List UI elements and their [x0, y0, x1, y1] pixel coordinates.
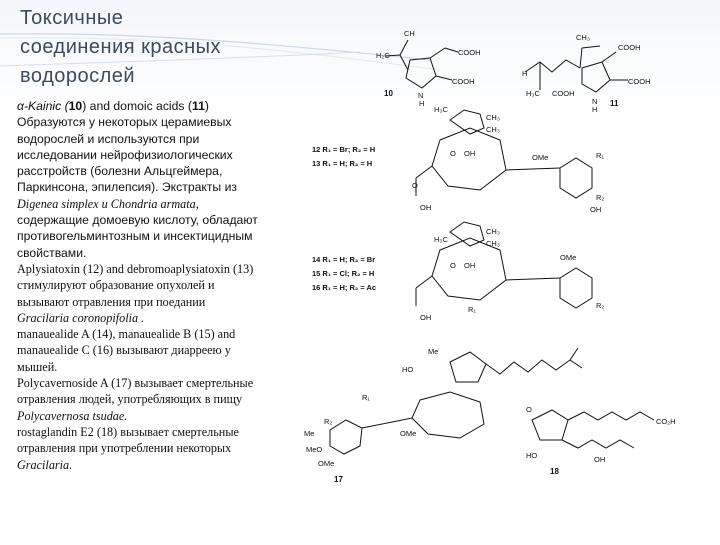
svg-text:N: N [592, 97, 598, 106]
label-17: 17 [334, 475, 343, 484]
svg-text:COOH: COOH [458, 48, 481, 57]
structure-11 [522, 33, 651, 114]
svg-text:OMe: OMe [532, 153, 549, 162]
label-10: 10 [384, 89, 393, 98]
svg-text:CH₃: CH₃ [486, 227, 500, 236]
para1-line: исследовании нейрофизиологических [17, 147, 233, 162]
species-gracilaria-coronopifolia: Gracilaria coronopifolia . [17, 310, 145, 325]
structure-12-13 [312, 105, 604, 214]
species-digenea: Digenea simplex и Chondria armata, [17, 196, 199, 211]
title-line-2: соединения красных [20, 36, 222, 58]
structure-10 [376, 29, 481, 108]
para1-line: водорослей и используются при [17, 131, 200, 146]
svg-text:OH: OH [590, 205, 602, 214]
structure-18 [526, 405, 676, 476]
legend-15: 15 R₁ = Cl; R₂ = H [312, 269, 375, 278]
structures-svg [300, 0, 720, 540]
kainic-heading: α-Kainic (10) and domoic acids (11) [17, 99, 209, 113]
prostaglandin-line: отравления при употреблении некоторых [17, 441, 232, 456]
svg-text:Me: Me [304, 429, 315, 438]
manauealide-line: manauealide A (14), manauealide B (15) and [17, 327, 236, 342]
svg-text:O: O [526, 405, 532, 414]
svg-text:R₁: R₁ [596, 151, 604, 160]
para2-line: противогельминтозным и инсектицидным [17, 229, 253, 244]
svg-text:N: N [418, 91, 424, 100]
svg-text:H₃C: H₃C [434, 105, 448, 114]
slide-body [17, 98, 317, 473]
title-line-1: Токсичные [20, 7, 124, 29]
prostaglandin-line: rostaglandin E2 (18) вызывает смертельные [17, 424, 239, 439]
svg-text:COOH: COOH [618, 43, 641, 52]
legend-12: 12 R₁ = Br; R₂ = H [312, 145, 376, 154]
svg-text:OH: OH [464, 149, 476, 158]
polycavernoside-line: отравления людей, употребляющих в пищу [17, 392, 243, 407]
svg-text:CH₃: CH₃ [486, 125, 500, 134]
para2-line: содержащие домоевую кислоту, обладают [17, 213, 258, 228]
svg-text:Me: Me [428, 347, 439, 356]
para1-line: Образуются у некоторых церамиевых [17, 115, 232, 130]
svg-text:CO₂H: CO₂H [656, 417, 676, 426]
svg-text:MeO: MeO [306, 445, 323, 454]
svg-text:R₁: R₁ [362, 393, 370, 402]
svg-text:R₂: R₂ [596, 193, 605, 202]
svg-text:H: H [592, 105, 598, 114]
chemical-structures-figure [300, 0, 720, 540]
structure-14-16 [312, 222, 604, 322]
svg-text:CH: CH [404, 29, 415, 38]
svg-text:OMe: OMe [400, 429, 417, 438]
title-line-3: водорослей [20, 65, 136, 87]
svg-text:OH: OH [594, 455, 606, 464]
species-polycavernosa: Polycavernosa tsudae. [17, 408, 128, 423]
aplysiatoxin-line: стимулируют образование опухолей и [17, 278, 215, 293]
para1-line: Паркинсона, эпилепсия). Экстракты из [17, 180, 237, 195]
species-gracilaria: Gracilaria. [17, 457, 73, 472]
svg-text:H: H [522, 69, 528, 78]
label-11: 11 [610, 99, 619, 108]
svg-text:COOH: COOH [628, 77, 651, 86]
legend-13: 13 R₁ = H; R₂ = H [312, 159, 373, 168]
para1-line: расстройств (болезни Альцгеймера, [17, 164, 223, 179]
para2-line: свойствами. [17, 245, 87, 260]
slide-title [20, 4, 310, 91]
svg-text:OH: OH [420, 203, 432, 212]
svg-text:CH₃: CH₃ [486, 239, 500, 248]
legend-16: 16 R₁ = H; R₂ = Ac [312, 283, 377, 292]
svg-text:H₂C: H₂C [376, 51, 390, 60]
svg-text:R₁: R₁ [468, 305, 476, 314]
svg-text:H: H [419, 99, 425, 108]
svg-text:OMe: OMe [560, 253, 577, 262]
manauealide-line: manauealide C (16) вызывают диарреею у [17, 343, 231, 358]
svg-text:CH₃: CH₃ [576, 33, 590, 42]
svg-text:O: O [450, 261, 456, 270]
svg-text:R₂: R₂ [324, 417, 333, 426]
svg-text:H₃C: H₃C [434, 235, 448, 244]
svg-text:CH₃: CH₃ [486, 113, 500, 122]
svg-text:HO: HO [402, 365, 414, 374]
svg-text:HO: HO [526, 451, 538, 460]
svg-text:OMe: OMe [318, 459, 335, 468]
manauealide-line: мышей. [17, 359, 58, 374]
svg-text:COOH: COOH [552, 89, 575, 98]
legend-14: 14 R₁ = H; R₂ = Br [312, 255, 376, 264]
label-18: 18 [550, 467, 559, 476]
svg-text:COOH: COOH [452, 77, 475, 86]
svg-text:OH: OH [420, 313, 432, 322]
svg-text:O: O [412, 181, 418, 190]
polycavernoside-line: Polycavernoside A (17) вызывает смертельные [17, 376, 254, 391]
svg-text:O: O [450, 149, 456, 158]
svg-text:OH: OH [464, 261, 476, 270]
aplysiatoxin-line: вызывают отравления при поедании [17, 294, 206, 309]
svg-text:R₂: R₂ [596, 301, 605, 310]
svg-text:H₃C: H₃C [526, 89, 540, 98]
aplysiatoxin-line: Aplysiatoxin (12) and debromoaplysiatoxin (13) [17, 261, 254, 276]
